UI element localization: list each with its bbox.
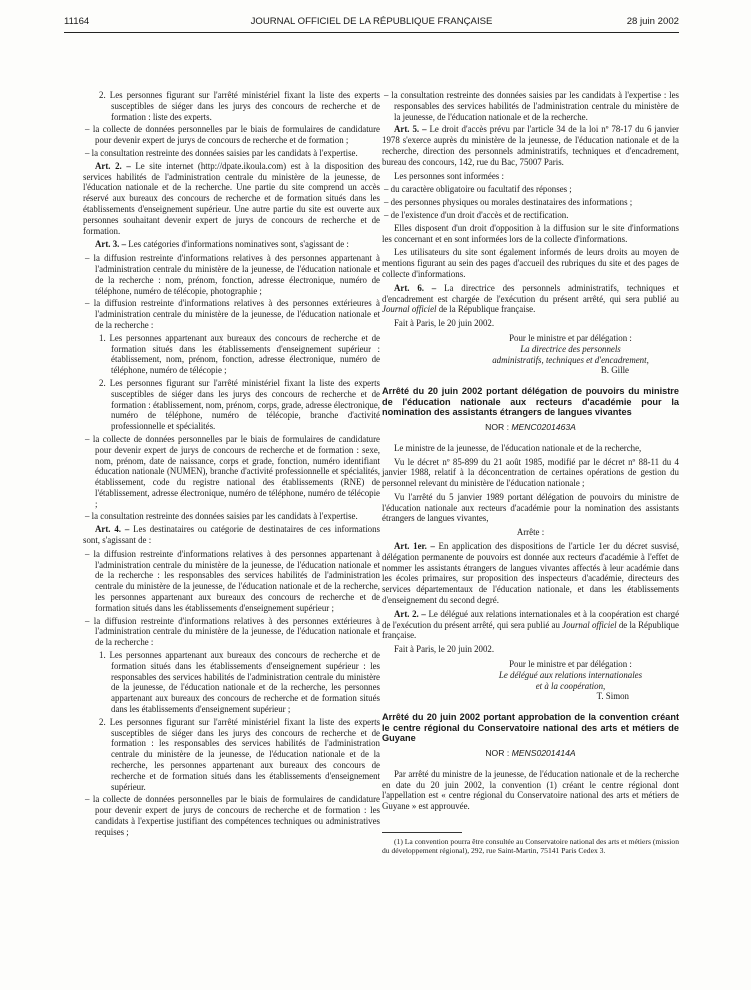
article-label: Art. 2. – [95, 160, 131, 171]
article-label: Art. 5. – [394, 124, 427, 135]
list-item: – la diffusion restreinte d'informations relatives à des personnes extérieures à l'administration centrale du ministère de la jeunesse, de l'éducation nationale et de la recherche : [85, 298, 380, 330]
journal-title: JOURNAL OFFICIEL DE LA RÉPUBLIQUE FRANÇAISE [250, 16, 493, 27]
list-item: 2. Les personnes figurant sur l'arrêté ministériel fixant la liste des experts susceptibles de siéger dans les jurys des concours de recherche et de formation : établissement, nom, prénom, corps, grade, adresse électronique, numéro de téléphone, numéro de télécopie, branche d'activité professionnelle et spécialités. [99, 377, 380, 432]
list-item: – la diffusion restreinte d'informations relatives à des personnes extérieures à l'administration centrale du ministère de la jeunesse, de l'éducation nationale et de la recherche : [85, 615, 380, 648]
list-item: – la collecte de données personnelles par le biais de formulaires de candidature pour devenir expert de jurys de concours de recherche et de formation ; [85, 124, 380, 146]
footnote-rule [382, 832, 462, 833]
nor-reference [382, 422, 679, 433]
footnote: (1) La convention pourra être consultée au Conservatoire national des arts et métiers (mission du développement régional), 292, rue Saint-Martin, 75141 Paris Cedex 3. [382, 837, 679, 856]
list-item: – la consultation restreinte des données saisies par les candidats à l'expertise : les responsables des services habilités de l'administration centrale du ministère de la jeunesse, de l'éducation nationale et de la recherche. [384, 90, 679, 122]
article-text: de la République française. [382, 619, 679, 641]
signatory-name: B. Gille [600, 365, 629, 376]
paragraph: Elles disposent d'un droit d'opposition à la diffusion sur le site d'informations les concernant et en sont informées lors de la collecte d'informations. [382, 222, 679, 244]
page-number: 11164 [64, 16, 90, 27]
article-2 [83, 161, 380, 237]
paragraph: Vu le décret nº 85-899 du 21 août 1985, modifié par le décret nº 88-11 du 4 janvier 1988, relatif à la déconcentration de certaines opérations de gestion du personnel relevant du ministère de l'éducation nationale ; [382, 456, 679, 489]
done-at: Fait à Paris, le 20 juin 2002. [394, 318, 495, 329]
nor-label: NOR : [485, 421, 512, 432]
article-label: Art. 6. – [394, 282, 437, 293]
list-item: – de l'existence d'un droit d'accès et de rectification. [384, 209, 569, 220]
signature-line: et à la coopération, [535, 680, 606, 691]
signature-line: Le délégué aux relations internationales [498, 669, 643, 680]
decree-title: Arrêté du 20 juin 2002 portant approbation de la convention créant le centre régional du Conservatoire national des arts et métiers de Guyane [382, 712, 679, 744]
nor-reference [382, 748, 679, 759]
article-6 [382, 283, 679, 315]
list-item: – la diffusion restreinte d'informations relatives à des personnes appartenant à l'administration centrale du ministère de la jeunesse, de l'éducation nationale et de la recherche : nom, prénom, fonction, adresse électronique, numéro de téléphone, numéro de télécopie, photographie ; [85, 253, 380, 296]
arrete-heading: Arrête : [516, 527, 545, 538]
article-text: de la République française. [436, 304, 536, 315]
list-item: – la collecte de données personnelles par le biais de formulaires de candidature pour devenir expert de jurys de concours de recherche et de formation : sexe, nom, prénom, date de naissance, corps et grade, fonction, numéro identifiant éducation nationale (NUMEN), branche d'activité professionnelle et spécialités, établissement, code du registre national des établissements (RNE) de l'établissement, adresse électronique, numéro de téléphone, numéro de télécopie ; [85, 433, 380, 509]
article-text: La directrice des personnels administratifs, techniques et d'encadrement est chargée de l'exécution du présent arrêté, qui sera publié au [382, 282, 680, 304]
article-label: Art. 4. – [95, 524, 130, 535]
header-rule [64, 32, 679, 33]
signature-line: La directrice des personnels [520, 343, 621, 354]
signature-line: Pour le ministre et par délégation : [509, 659, 632, 670]
done-at: Fait à Paris, le 20 juin 2002. [394, 644, 495, 655]
article-text: En application des dispositions de l'article 1er du décret susvisé, délégation permanente de pouvoirs est donnée aux recteurs d'académie à l'effet de nommer les assistants étrangers de langues vivantes affectés à leur académie dans les écoles primaires, sur proposition des inspecteurs d'académie, directeurs des services départementaux de l'éducation nationale, et dans les établissements d'enseignement du second degré. [382, 541, 679, 606]
informed-intro: Les personnes sont informées : [394, 170, 504, 181]
signature-block [382, 333, 679, 376]
paragraph: Les utilisateurs du site sont également informés de leurs droits au moyen de mentions figurant au sein des pages d'accueil des rubriques du site et des pages de collecte d'informations. [382, 247, 679, 279]
article-text: Les destinataires ou catégorie de destinataires de ces informations sont, s'agissant de : [83, 524, 381, 546]
article-text: Le droit d'accès prévu par l'article 34 de la loi nº 78-17 du 6 janvier 1978 s'exerce auprès du ministère de la jeunesse, de l'éducation nationale et de la recherche, direction des personnels administratifs, techniques et d'encadrement, bureau des concours, 142, rue du Bac, 75007 Paris. [382, 124, 679, 167]
list-item: – la consultation restreinte des données saisies par les candidats à l'expertise. [85, 147, 358, 158]
article-text: Les catégories d'informations nominatives sont, s'agissant de : [128, 239, 349, 250]
paragraph: Par arrêté du ministre de la jeunesse, de l'éducation nationale et de la recherche en date du 20 juin 2002, la convention (1) créant le centre régional dont l'appellation est « centre régional du Conservatoire national des arts et métiers de Guyane » est approuvée. [382, 768, 679, 812]
list-item: – des personnes physiques ou morales destinataires des informations ; [384, 197, 633, 208]
paragraph: Le ministre de la jeunesse, de l'éducation nationale et de la recherche, [394, 442, 642, 453]
article-3 [83, 239, 380, 250]
list-item: 2. Les personnes figurant sur l'arrêté ministériel fixant la liste des experts susceptibles de siéger dans les jurys des concours de recherche et de formation : les responsables des services habilités de l'administration centrale du ministère de la jeunesse, de l'éducation nationale et de la recherche, les personnes appartenant aux bureaux des concours de recherche et de formation situés dans les établissements d'enseignement supérieur. [99, 716, 380, 792]
article-4 [83, 524, 380, 546]
article-text: Le délégué aux relations internationales et à la coopération est chargé de l'exécution du présent arrêté, qui sera publié au [382, 608, 680, 630]
right-column [382, 90, 679, 858]
list-item: 1. Les personnes appartenant aux bureaux des concours de recherche et de formation situés dans les établissements d'enseignement supérieur : les responsables des services habilités de l'administration centrale du ministère de la jeunesse, de l'éducation nationale et de la recherche, les personnes appartenant aux bureaux des concours de recherche et de formation situés dans les établissements d'enseignement supérieur ; [99, 650, 380, 715]
list-item: 2. Les personnes figurant sur l'arrêté ministériel fixant la liste des experts susceptibles de siéger dans les jurys des concours de recherche et de formation : liste des experts. [99, 90, 380, 122]
list-item: – la diffusion restreinte d'informations relatives à des personnes appartenant à l'administration centrale du ministère de la jeunesse, de l'éducation nationale et de la recherche : les responsables des services habilités de l'administration centrale du ministère de la jeunesse, de l'éducation nationale et de la recherche, les personnes appartenant aux bureaux des concours de recherche et de formation situés dans les établissements d'enseignement supérieur ; [85, 548, 380, 613]
article-5 [382, 124, 679, 167]
signature-line: administratifs, techniques et d'encadrement, [492, 354, 649, 365]
signature-block [382, 659, 679, 702]
nor-label: NOR : [485, 748, 512, 759]
left-column [83, 90, 380, 840]
signatory-name: T. Simon [596, 691, 629, 702]
journal-name: Journal officiel [382, 304, 437, 315]
article-label: Art. 2. – [394, 608, 426, 619]
list-item: 1. Les personnes appartenant aux bureaux des concours de recherche et de formation situés dans les établissements d'enseignement supérieur : établissement, nom, prénom, fonction, adresse électronique, numéro de téléphone, numéro de télécopie ; [99, 332, 380, 376]
issue-date: 28 juin 2002 [626, 16, 679, 27]
nor-code: MENC0201463A [511, 421, 576, 432]
decree-title: Arrêté du 20 juin 2002 portant délégation de pouvoirs du ministre de l'éducation nationale aux recteurs d'académie pour la nomination des assistants étrangers de langues vivantes [382, 386, 679, 418]
list-item: – la consultation restreinte des données saisies par les candidats à l'expertise. [85, 511, 358, 522]
nor-code: MENS0201414A [511, 748, 576, 759]
list-item: – du caractère obligatoire ou facultatif des réponses ; [384, 184, 572, 195]
signature-line: Pour le ministre et par délégation : [509, 332, 632, 343]
article-text: Le site internet (http://dpate.ikoula.com) est à la disposition des services habilités de l'administration centrale du ministère de la jeunesse, de l'éducation nationale et de la recherche. Une partie du site comprend un accès réservé aux bureaux des concours de recherche et de formation situés dans les établissements d'enseignement supérieur. Une autre partie du site est ouverte aux personnes souhaitant devenir expert de jurys de concours de recherche et de formation. [83, 160, 380, 236]
decree-article-1 [382, 541, 679, 606]
article-label: Art. 3. – [95, 239, 127, 250]
paragraph: Vu l'arrêté du 5 janvier 1989 portant délégation de pouvoirs du ministre de l'éducation nationale aux recteurs d'académie pour la nomination des assistants étrangers de langues vivantes, [382, 491, 679, 524]
article-label: Art. 1er. – [394, 541, 435, 552]
list-item: – la collecte de données personnelles par le biais de formulaires de candidature pour devenir expert de jurys de concours de recherche et de formation : les candidats à l'expertise justifiant des compétences techniques ou administratives requises ; [85, 794, 380, 837]
journal-name: Journal officiel [562, 619, 617, 630]
decree-article-2 [382, 609, 679, 641]
